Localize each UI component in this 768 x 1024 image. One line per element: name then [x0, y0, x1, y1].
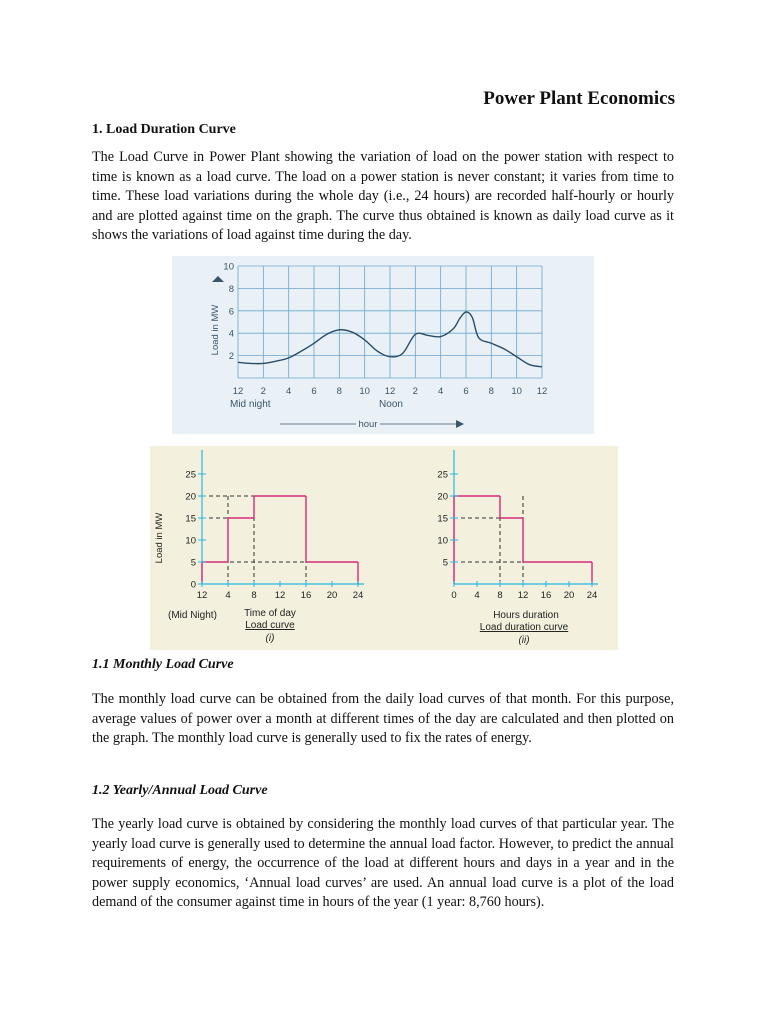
x-tick-label: 12	[536, 386, 548, 397]
x-tick-label: 12	[196, 590, 208, 601]
section-heading-monthly-load-curve: 1.1 Monthly Load Curve	[92, 657, 234, 672]
x-tick-label: 4	[225, 590, 231, 601]
panel-label: (i)	[265, 633, 275, 644]
y-tick-label: 20	[185, 491, 196, 503]
x-tick-label: 20	[326, 590, 338, 601]
x-tick-label: 16	[300, 590, 312, 601]
y-tick-label: 6	[228, 306, 234, 318]
panel-title: Load curve	[245, 620, 295, 631]
x-tick-label: 10	[511, 386, 522, 397]
midnight-note: (Mid Night)	[168, 610, 217, 621]
noon-label: Noon	[379, 399, 403, 410]
paragraph-annual-load-curve: The yearly load curve is obtained by considering the monthly load curves of that particular year. The yearly load curve is generally used to determine the annual load factor. However, to predict the annual requirements of energy, the occurrence of the load at different hours and days in a year and in the power supply economics, ‘Annual load curves’ are used. An annual load curve is a plot of the load demand of the consumer against time in hours of the year (1 year: 8,760 hours).	[92, 816, 674, 911]
y-axis-label: Load in MW	[154, 512, 165, 564]
x-tick-label: 12	[517, 590, 529, 601]
x-tick-label: 2	[260, 386, 266, 397]
section-heading-load-duration-curve: 1. Load Duration Curve	[92, 122, 236, 137]
load-and-duration-curve-figure	[150, 446, 618, 650]
x-tick-label: 10	[359, 386, 370, 397]
y-tick-label: 5	[190, 557, 196, 569]
y-tick-label: 25	[185, 469, 196, 481]
daily-load-curve-figure	[172, 256, 594, 434]
x-tick-label: 8	[497, 590, 503, 601]
y-tick-label: 0	[190, 579, 196, 591]
y-tick-label: 15	[437, 513, 448, 525]
section-heading-annual-load-curve: 1.2 Yearly/Annual Load Curve	[92, 783, 268, 798]
panel-title: Load duration curve	[479, 622, 569, 633]
x-tick-label: 4	[438, 386, 444, 397]
x-tick-label: 12	[232, 386, 244, 397]
paragraph-load-curve-intro: The Load Curve in Power Plant showing the variation of load on the power station with respect to time is known as a load curve. The load on a power station is never constant; it varies from time to time. These load variations during the whole day (i.e., 24 hours) are recorded half-hourly or hourly and are plotted against time on the graph. The curve thus obtained is known as daily load curve as it shows the variations of load against time during the day.	[92, 149, 674, 244]
midnight-label: Mid night	[230, 399, 271, 410]
x-tick-label: 12	[384, 386, 396, 397]
x-axis-label: hour	[358, 419, 378, 430]
x-tick-label: 24	[586, 590, 598, 601]
y-tick-label: 10	[437, 535, 448, 547]
page-title: Power Plant Economics	[483, 88, 675, 109]
x-tick-label: 8	[251, 590, 257, 601]
paragraph-monthly-load-curve: The monthly load curve can be obtained from the daily load curves of that month. For this purpose, average values of power over a month at different times of the day are calculated and then plotted on the graph. The monthly load curve is generally used to fix the rates of energy.	[92, 691, 674, 747]
y-axis-label: Load in MW	[210, 304, 221, 356]
y-tick-label: 4	[228, 328, 234, 340]
panel-label: (ii)	[518, 635, 530, 646]
y-tick-label: 8	[228, 283, 234, 295]
x-tick-label: 8	[336, 386, 342, 397]
y-tick-label: 10	[185, 535, 196, 547]
x-tick-label: 4	[474, 590, 480, 601]
x-tick-label: 2	[412, 386, 418, 397]
y-tick-label: 2	[228, 351, 234, 363]
x-tick-label: 20	[563, 590, 575, 601]
x-tick-label: 0	[451, 590, 457, 601]
x-tick-label: 4	[286, 386, 292, 397]
x-axis-label: Hours duration	[493, 610, 559, 621]
y-tick-label: 10	[223, 261, 234, 273]
y-tick-label: 25	[437, 469, 448, 481]
y-tick-label: 20	[437, 491, 448, 503]
x-tick-label: 12	[274, 590, 286, 601]
y-tick-label: 5	[442, 557, 448, 569]
y-tick-label: 15	[185, 513, 196, 525]
x-tick-label: 16	[540, 590, 552, 601]
x-axis-label: Time of day	[244, 608, 296, 619]
x-tick-label: 24	[352, 590, 364, 601]
x-tick-label: 8	[488, 386, 494, 397]
x-tick-label: 6	[463, 386, 469, 397]
x-tick-label: 6	[311, 386, 317, 397]
